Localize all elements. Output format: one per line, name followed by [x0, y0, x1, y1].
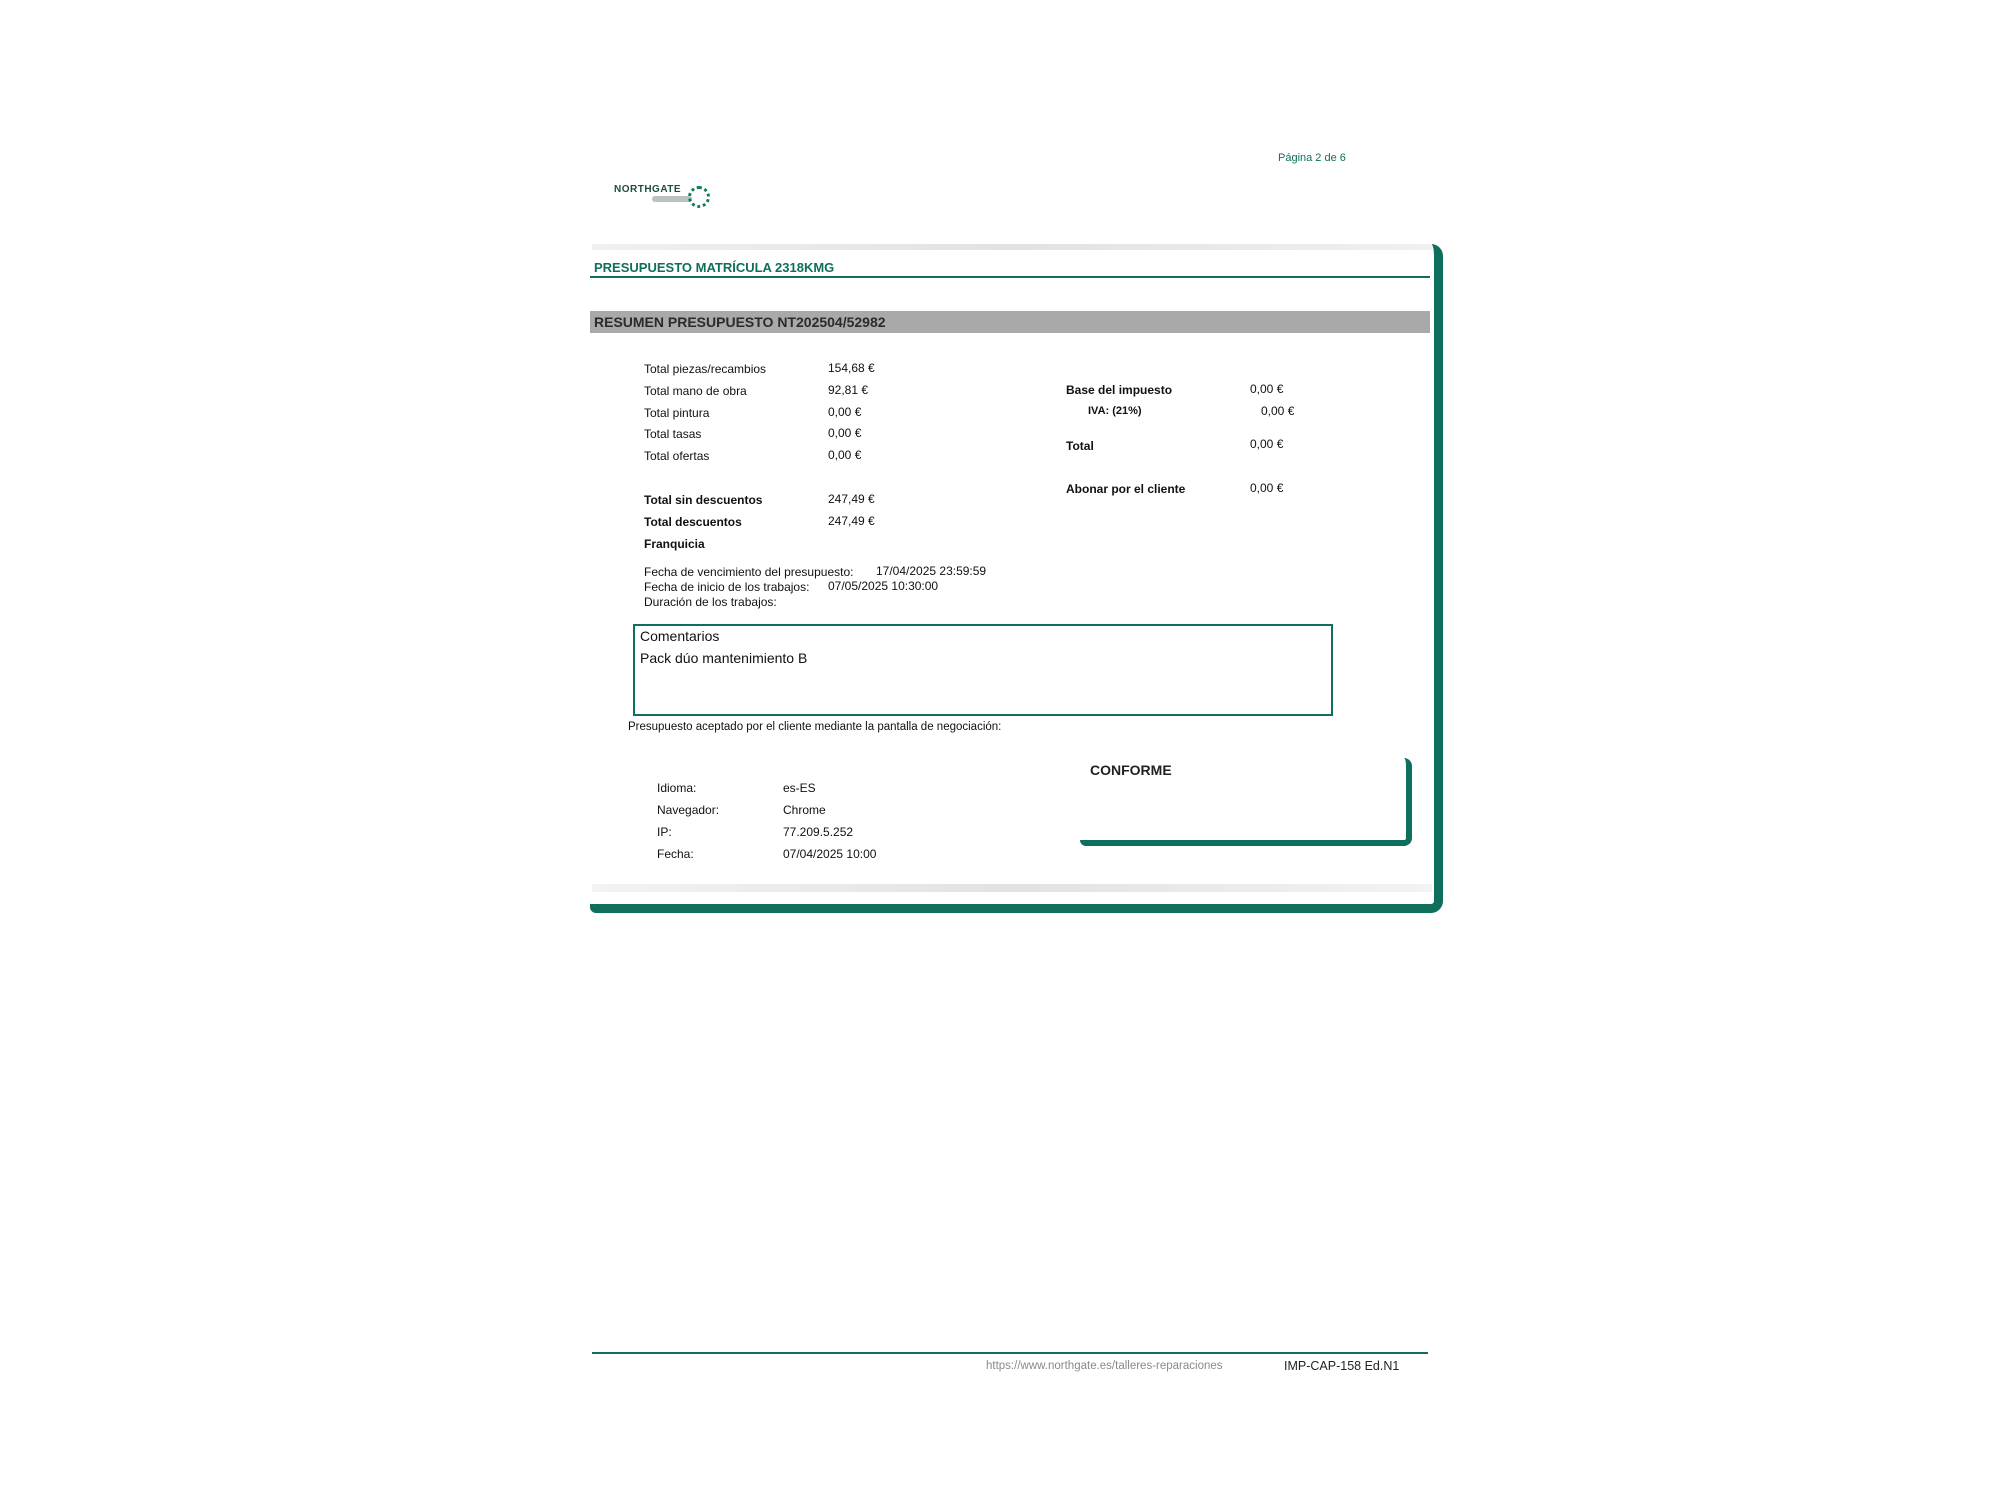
inicio-label: Fecha de inicio de los trabajos: — [644, 580, 810, 594]
logo-bar-icon — [652, 196, 692, 202]
navegador-value: Chrome — [783, 803, 826, 817]
northgate-logo — [612, 180, 712, 216]
vencimiento-value: 17/04/2025 23:59:59 — [876, 564, 987, 578]
total-sin-descuentos-label: Total sin descuentos — [644, 493, 763, 507]
total-sin-descuentos-value: 247,49 € — [828, 492, 875, 506]
vencimiento-label: Fecha de vencimiento del presupuesto: — [644, 565, 854, 579]
abonar-value: 0,00 € — [1250, 481, 1284, 495]
comments-box — [633, 624, 1333, 716]
row-value-pintura: 0,00 € — [828, 405, 862, 419]
section-divider — [590, 276, 1430, 278]
iva-label: IVA: (21%) — [1088, 405, 1142, 417]
total-value: 0,00 € — [1250, 437, 1284, 451]
row-label-tasas: Total tasas — [644, 427, 702, 441]
row-value-tasas: 0,00 € — [828, 426, 862, 440]
iva-value: 0,00 € — [1261, 404, 1295, 418]
fecha-label: Fecha: — [657, 847, 694, 861]
footer-divider — [592, 1352, 1428, 1354]
conforme-label: CONFORME — [1090, 762, 1172, 778]
abonar-label: Abonar por el cliente — [1066, 482, 1186, 496]
franquicia-label: Franquicia — [644, 537, 705, 551]
gear-icon — [688, 186, 710, 208]
logo-text: NORTHGATE — [614, 184, 682, 195]
total-descuentos-label: Total descuentos — [644, 515, 742, 529]
comments-title: Comentarios — [640, 628, 720, 644]
ip-label: IP: — [657, 825, 672, 839]
footer-code: IMP-CAP-158 Ed.N1 — [1284, 1359, 1400, 1373]
total-label: Total — [1066, 439, 1094, 453]
frame-top-edge — [592, 244, 1432, 250]
section-title: PRESUPUESTO MATRÍCULA 2318KMG — [594, 260, 835, 275]
acceptance-text: Presupuesto aceptado por el cliente mediante la pantalla de negociación: — [628, 721, 1002, 733]
frame-bottom-edge — [592, 884, 1432, 892]
base-impuesto-value: 0,00 € — [1250, 382, 1284, 396]
row-label-mano-obra: Total mano de obra — [644, 384, 747, 398]
row-label-ofertas: Total ofertas — [644, 449, 710, 463]
summary-title: RESUMEN PRESUPUESTO NT202504/52982 — [594, 314, 886, 330]
idioma-value: es-ES — [783, 781, 816, 795]
inicio-value: 07/05/2025 10:30:00 — [828, 579, 939, 593]
row-value-ofertas: 0,00 € — [828, 448, 862, 462]
total-descuentos-value: 247,49 € — [828, 514, 875, 528]
row-label-pintura: Total pintura — [644, 406, 710, 420]
fecha-value: 07/04/2025 10:00 — [783, 847, 877, 861]
idioma-label: Idioma: — [657, 781, 697, 795]
ip-value: 77.209.5.252 — [783, 825, 854, 839]
row-value-piezas: 154,68 € — [828, 361, 875, 375]
navegador-label: Navegador: — [657, 803, 720, 817]
row-value-mano-obra: 92,81 € — [828, 383, 869, 397]
row-label-piezas: Total piezas/recambios — [644, 362, 767, 376]
duracion-label: Duración de los trabajos: — [644, 595, 777, 609]
comments-text: Pack dúo mantenimiento B — [640, 650, 808, 666]
footer-url: https://www.northgate.es/talleres-reparaciones — [986, 1360, 1223, 1372]
page-number: Página 2 de 6 — [1278, 152, 1346, 164]
base-impuesto-label: Base del impuesto — [1066, 383, 1173, 397]
